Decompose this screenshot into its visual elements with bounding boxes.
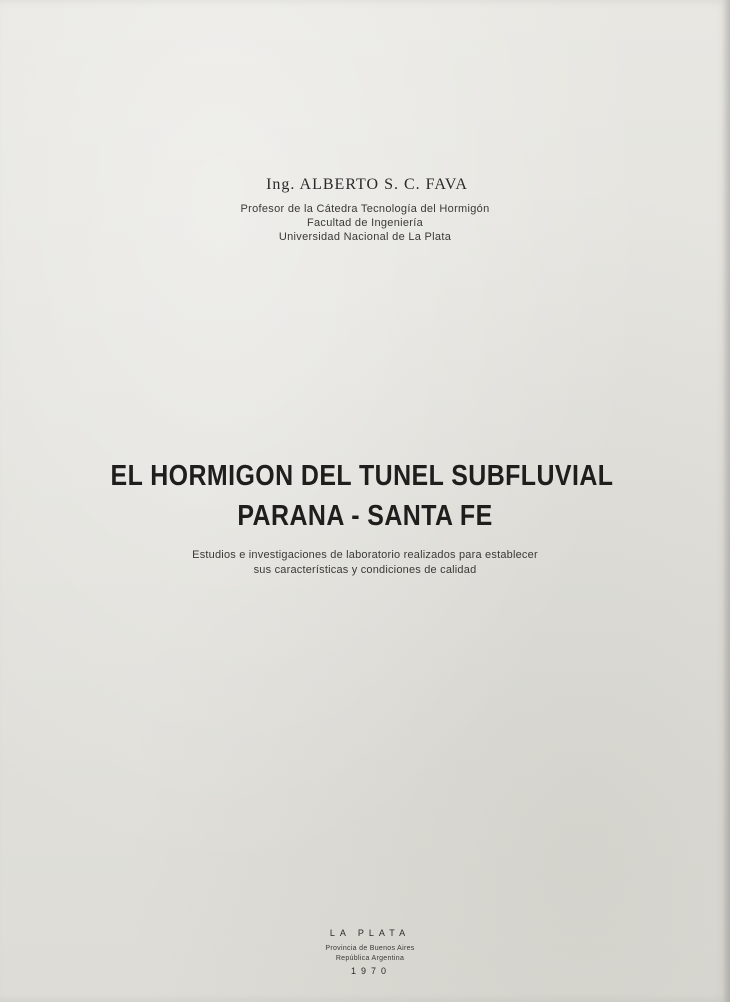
- author-name: Ing. ALBERTO S. C. FAVA: [266, 176, 468, 193]
- author-block: [0, 176, 730, 244]
- subtitle-line-1: Estudios e investigaciones de laboratorio realizados para establecer: [192, 549, 538, 561]
- imprint-country: República Argentina: [335, 955, 405, 962]
- author-university: Universidad Nacional de La Plata: [278, 231, 452, 243]
- title-line-2: PARANA - SANTA FE: [237, 500, 493, 532]
- author-faculty: Facultad de Ingeniería: [306, 217, 424, 229]
- imprint-year: 1970: [350, 966, 392, 976]
- title-line-1: EL HORMIGON DEL TUNEL SUBFLUVIAL: [110, 460, 614, 492]
- book-subtitle: [0, 548, 730, 578]
- book-title: [0, 456, 730, 536]
- imprint-city: LA PLATA: [329, 928, 411, 938]
- imprint-province: Provincia de Buenos Aires: [325, 945, 415, 952]
- author-position: Profesor de la Cátedra Tecnología del Hormigón: [240, 203, 490, 215]
- subtitle-line-2: sus características y condiciones de calidad: [253, 564, 477, 576]
- imprint: [0, 928, 730, 976]
